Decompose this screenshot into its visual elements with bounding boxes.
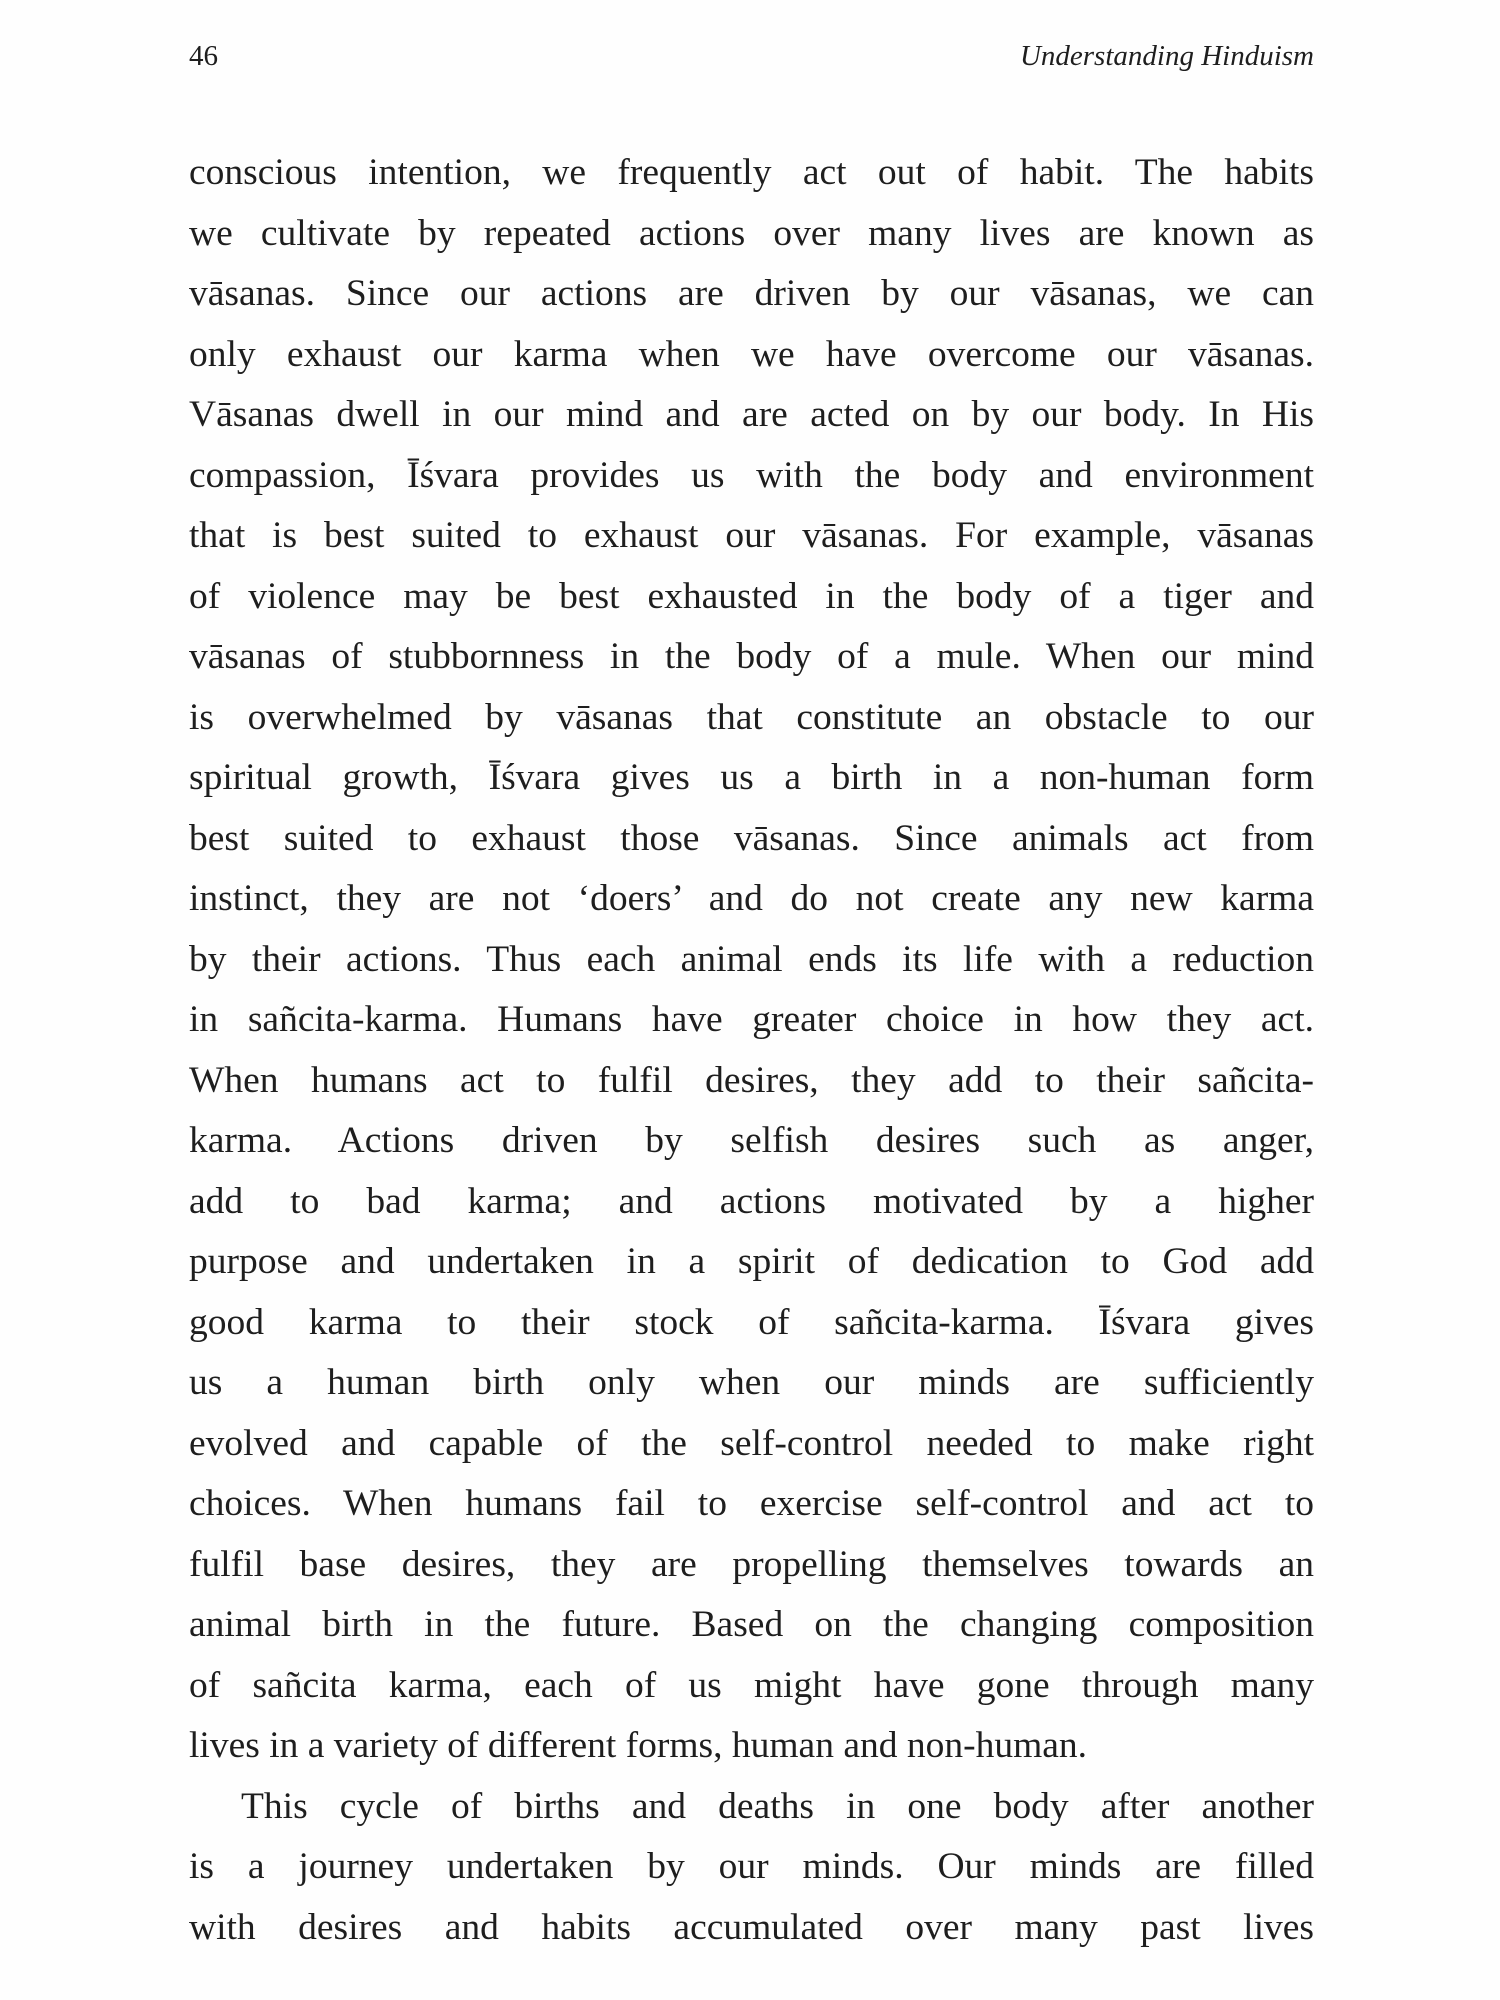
book-title: Understanding Hinduism [1019, 40, 1314, 72]
text-line: only exhaust our karma when we have overcome our vāsanas. [189, 333, 1314, 375]
text-line: evolved and capable of the self-control needed to make right [189, 1422, 1314, 1464]
text-line: with desires and habits accumulated over many past lives [189, 1906, 1314, 1948]
text-line: is a journey undertaken by our minds. Our minds are filled [189, 1846, 1314, 1887]
text-line: of sañcita karma, each of us might have gone through many [189, 1664, 1314, 1706]
text-line: that is best suited to exhaust our vāsanas. For example, vāsanas [189, 515, 1314, 556]
text-line: compassion, Īśvara provides us with the body and environment [189, 454, 1314, 496]
page-number: 46 [189, 40, 218, 72]
body-text [189, 143, 1314, 1958]
text-line: us a human birth only when our minds are sufficiently [189, 1362, 1314, 1403]
text-line: instinct, they are not ‘doers’ and do not create any new karma [189, 878, 1314, 919]
text-line: fulfil base desires, they are propelling themselves towards an [189, 1543, 1314, 1585]
text-line: Vāsanas dwell in our mind and are acted on by our body. In His [189, 394, 1314, 435]
text-line: purpose and undertaken in a spirit of dedication to God add [189, 1241, 1314, 1282]
paragraph-first-line: This cycle of births and deaths in one body after another [241, 1785, 1314, 1827]
running-header [189, 36, 1314, 76]
paragraph-last-line: lives in a variety of different forms, human and non-human. [189, 1725, 1088, 1766]
text-line: When humans act to fulfil desires, they add to their sañcita- [189, 1059, 1314, 1101]
text-line: is overwhelmed by vāsanas that constitute an obstacle to our [189, 696, 1314, 738]
text-line: in sañcita-karma. Humans have greater choice in how they act. [189, 999, 1314, 1040]
text-line: karma. Actions driven by selfish desires such as anger, [189, 1120, 1314, 1161]
text-line: by their actions. Thus each animal ends its life with a reduction [189, 938, 1314, 980]
text-line: of violence may be best exhausted in the body of a tiger and [189, 575, 1314, 617]
text-line: we cultivate by repeated actions over many lives are known as [189, 212, 1314, 254]
text-line: add to bad karma; and actions motivated by a higher [189, 1180, 1314, 1222]
text-line: conscious intention, we frequently act out of habit. The habits [189, 152, 1314, 193]
text-line: vāsanas of stubbornness in the body of a mule. When our mind [189, 636, 1314, 677]
text-line: animal birth in the future. Based on the changing composition [189, 1604, 1314, 1645]
text-line: best suited to exhaust those vāsanas. Since animals act from [189, 817, 1314, 859]
text-line: good karma to their stock of sañcita-karma. Īśvara gives [189, 1301, 1314, 1343]
text-line: spiritual growth, Īśvara gives us a birth in a non-human form [189, 757, 1314, 798]
text-line: vāsanas. Since our actions are driven by our vāsanas, we can [189, 273, 1314, 314]
text-line: choices. When humans fail to exercise self-control and act to [189, 1483, 1314, 1524]
